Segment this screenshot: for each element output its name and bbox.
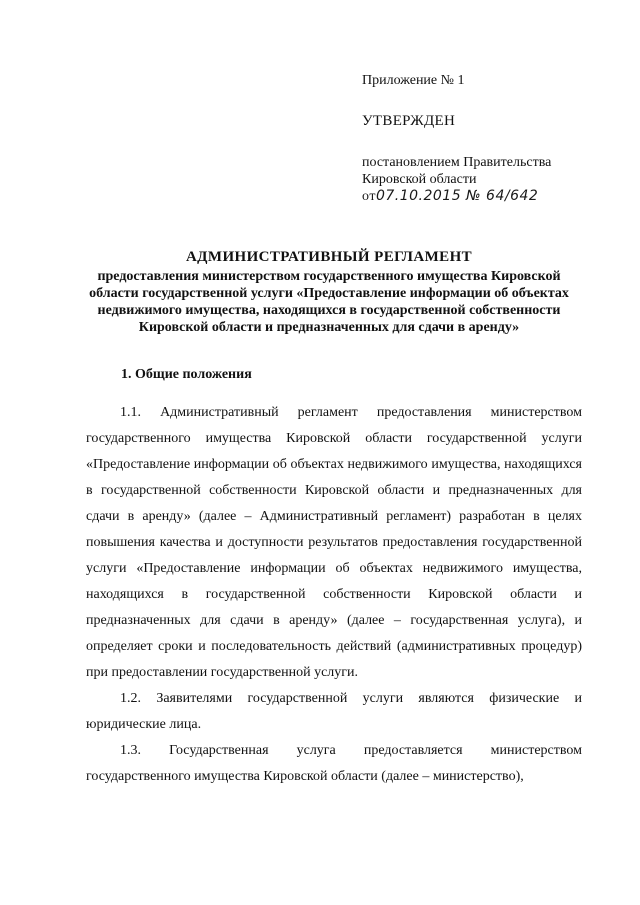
body-text [86,400,582,790]
paragraph-1-3: 1.3. Государственная услуга предоставляется министерством государственного имущества Кировской области (далее – министерство), [86,743,582,784]
date-prefix: от [362,189,376,204]
approved-label: УТВЕРЖДЕН [362,113,456,129]
paragraph-1-2: 1.2. Заявителями государственной услуги являются физические и юридические лица. [86,691,582,732]
appendix-label: Приложение № 1 [362,73,465,88]
decree-line-1: постановлением Правительства [362,155,552,170]
approval-block [362,72,612,205]
handwritten-date-number: 07.10.2015 № 64/642 [375,188,539,204]
title-block [80,248,578,336]
document-subtitle: предоставления министерством государственного имущества Кировской области государственной услуги «Предоставление информации об объектах недвижимого имущества, находящихся в государственной собственности Кировской области и предназначенных для сдачи в аренду» [89,269,569,335]
paragraph-1-1: 1.1. Административный регламент предоставления министерством государственного имущества Кировской области государственной услуги «Предоставление информации об объектах недвижимого имущества, находящихся в государственной собственности Кировской области и предназначенных для сдачи в аренду» (далее – Административный регламент) разработан в целях повышения качества и доступности результатов предоставления государственной услуги «Предоставление информации об объектах недвижимого имущества, находящихся в государственной собственности Кировской области и предназначенных для сдачи в аренду» (далее – государственная услуга), и определяет сроки и последовательность действий (административных процедур) при предоставлении государственной услуги. [86,405,582,680]
decree-line-2: Кировской области [362,172,477,187]
document-title: АДМИНИСТРАТИВНЫЙ РЕГЛАМЕНТ [185,249,473,265]
section-heading: 1. Общие положения [121,367,252,382]
decree-date-line [362,188,612,205]
